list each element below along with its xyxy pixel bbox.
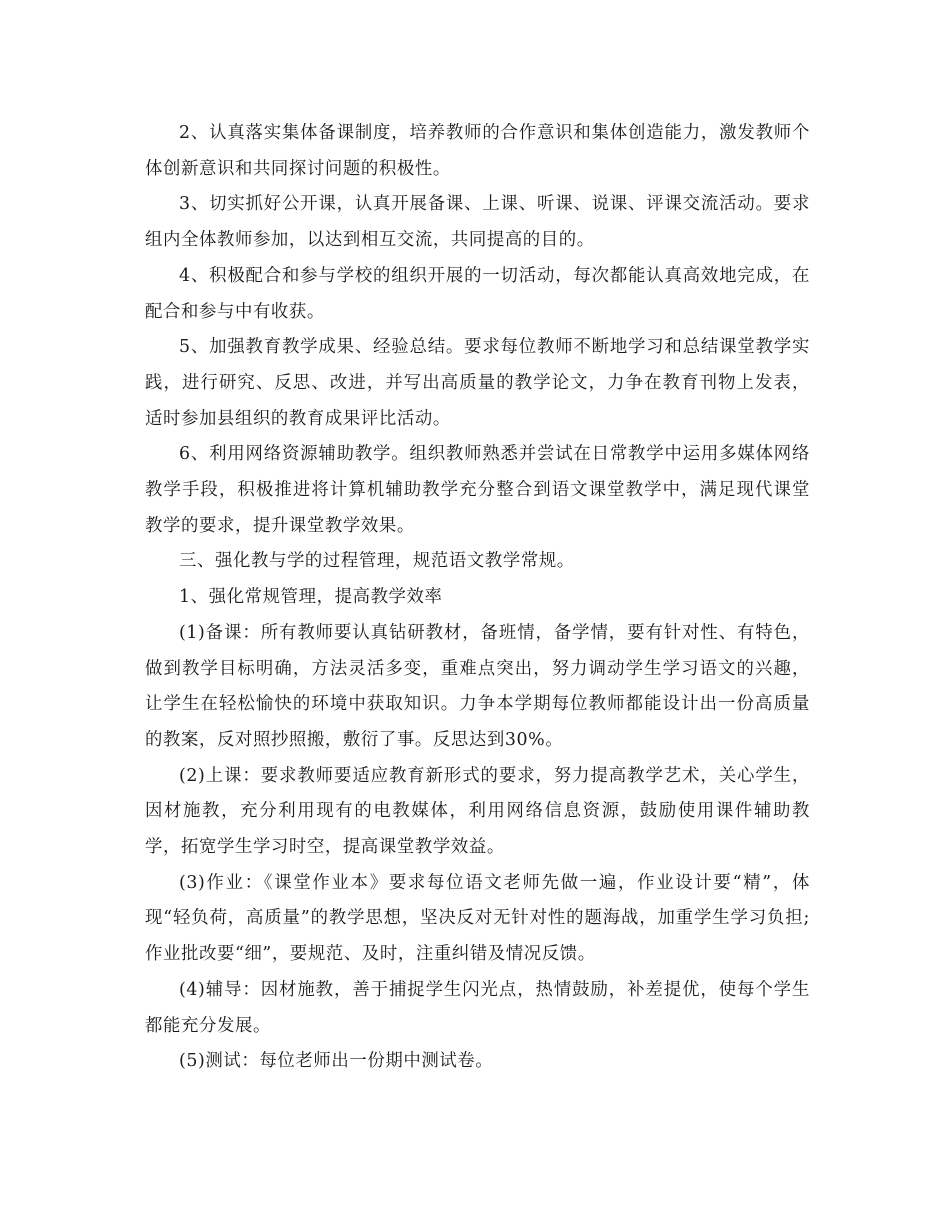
paragraph-tutoring: (4)辅导：因材施教，善于捕捉学生闪光点，热情鼓励，补差提优，使每个学生都能充分发展。 bbox=[145, 979, 810, 1036]
paragraph-lesson-preparation: (1)备课：所有教师要认真钻研教材，备班情，备学情，要有针对性、有特色，做到教学目标明确，方法灵活多变，重难点突出，努力调动学生学习语文的兴趣，让学生在轻松愉快的环境中获取知识。力争本学期每位教师都能设计出一份高质量的教案，反对照抄照搬，敷衍了事。反思达到30%。 bbox=[145, 622, 810, 750]
paragraph-open-classes: 3、切实抓好公开课，认真开展备课、上课、听课、说课、评课交流活动。要求组内全体教师参加，以达到相互交流，共同提高的目的。 bbox=[145, 194, 810, 251]
subheading-routine-management: 1、强化常规管理，提高教学效率 bbox=[179, 587, 443, 608]
paragraph-teaching-summary: 5、加强教育教学成果、经验总结。要求每位教师不断地学习和总结课堂教学实践，进行研究、反思、改进，并写出高质量的教学论文，力争在教育刊物上发表，适时参加县组织的教育成果评比活动。 bbox=[145, 337, 810, 429]
paragraph-testing: (5)测试：每位老师出一份期中测试卷。 bbox=[179, 1051, 494, 1072]
section-heading-process-management: 三、强化教与学的过程管理，规范语文教学常规。 bbox=[179, 551, 575, 572]
paragraph-school-activities: 4、积极配合和参与学校的组织开展的一切活动，每次都能认真高效地完成，在配合和参与中有收获。 bbox=[145, 265, 810, 322]
paragraph-collective-lesson-planning: 2、认真落实集体备课制度，培养教师的合作意识和集体创造能力，激发教师个体创新意识和共同探讨问题的积极性。 bbox=[145, 123, 810, 179]
paragraph-classes: (2)上课：要求教师要适应教育新形式的要求，努力提高教学艺术，关心学生，因材施教，充分利用现有的电教媒体，利用网络信息资源，鼓励使用课件辅助教学，拓宽学生学习时空，提高课堂教学效益。 bbox=[145, 765, 810, 858]
document-body bbox=[145, 116, 810, 1080]
paragraph-network-resources: 6、利用网络资源辅助教学。组织教师熟悉并尝试在日常教学中运用多媒体网络教学手段，积极推进将计算机辅助教学充分整合到语文课堂教学中，满足现代课堂教学的要求，提升课堂教学效果。 bbox=[145, 444, 810, 536]
paragraph-homework: (3)作业：《课堂作业本》要求每位语文老师先做一遍，作业设计要“精”，体现“轻负荷，高质量”的教学思想，坚决反对无针对性的题海战，加重学生学习负担;作业批改要“细”，要规范、及时，注重纠错及情况反馈。 bbox=[145, 872, 810, 965]
